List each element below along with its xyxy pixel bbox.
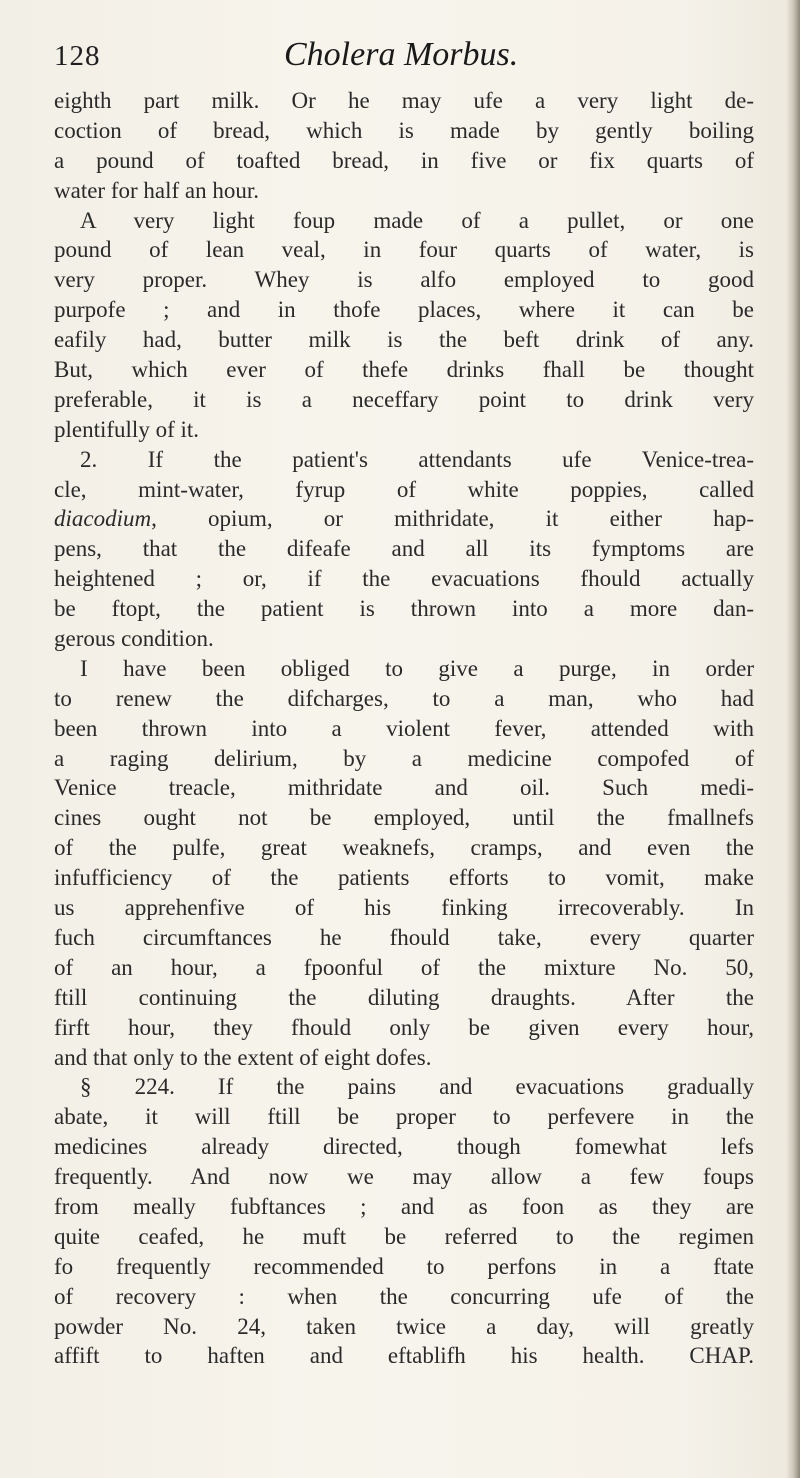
text-line: been thrown into a violent fever, attended with [54, 715, 754, 741]
text-line: to renew the difcharges, to a man, who had [54, 685, 754, 711]
text-line: medicines already directed, though fomewhat lefs [54, 1134, 754, 1160]
text-line: and that only to the extent of eight dofes. [54, 1044, 432, 1070]
text-line: quite ceafed, he muft be referred to the regimen [54, 1223, 754, 1249]
text-line: coction of bread, which is made by gently boiling [54, 117, 754, 143]
text-line: plentifully of it. [54, 416, 200, 442]
page-title: Cholera Morbus. [284, 36, 519, 73]
page-edge-shadow [786, 0, 800, 1478]
page-number: 128 [54, 40, 101, 72]
text-line: fo frequently recommended to perfons in a ftate [54, 1253, 754, 1279]
text-line: cines ought not be employed, until the fmallnefs [54, 805, 754, 831]
text-line: eafily had, butter milk is the beft drink of any. [54, 327, 754, 353]
text-line: pens, that the difeafe and all its fymptoms are [54, 536, 754, 562]
text-line: water for half an hour. [54, 177, 260, 203]
text-line: very proper. Whey is alfo employed to good [54, 267, 754, 293]
running-head [54, 36, 734, 80]
text-line: a pound of toafted bread, in five or fix quarts of [54, 147, 754, 173]
text-line: Venice treacle, mithridate and oil. Such medi- [54, 775, 754, 801]
text-line: abate, it will ftill be proper to perfevere in the [54, 1104, 754, 1130]
text-line: be ftopt, the patient is thrown into a more dan- [54, 596, 754, 622]
text-line: powder No. 24, taken twice a day, will greatly [54, 1313, 754, 1339]
text-line: pound of lean veal, in four quarts of water, is [54, 237, 754, 263]
text-line: diacodium, opium, or mithridate, it either hap- [54, 506, 754, 532]
italic-term: diacodium [54, 506, 152, 532]
text-line: I have been obliged to give a purge, in order [80, 655, 754, 681]
text-line: fuch circumftances he fhould take, every quarter [54, 924, 754, 950]
text-line: eighth part milk. Or he may ufe a very light de- [54, 88, 754, 113]
text-line: frequently. And now we may allow a few foups [54, 1164, 754, 1190]
text-line: infufficiency of the patients efforts to vomit, make [54, 865, 754, 891]
text-line: of an hour, a fpoonful of the mixture No. 50, [54, 954, 754, 980]
text-line: affift to haften and eftablifh his health. CHAP. [54, 1343, 754, 1369]
text-line: 2. If the patient's attendants ufe Venice-trea- [80, 446, 754, 472]
text-line: of recovery : when the concurring ufe of the [54, 1283, 754, 1309]
text-line: preferable, it is a neceffary point to drink very [54, 386, 754, 412]
text-line: purpofe ; and in thofe places, where it can be [54, 297, 754, 323]
text-line: A very light foup made of a pullet, or one [80, 207, 754, 233]
text-line: us apprehenfive of his finking irrecoverably. In [54, 895, 754, 921]
text-line: firft hour, they fhould only be given every hour, [54, 1014, 754, 1040]
text-line: gerous condition. [54, 626, 214, 652]
body-text [54, 86, 754, 1371]
text-line: But, which ever of thefe drinks fhall be thought [54, 357, 754, 383]
text-line: § 224. If the pains and evacuations gradually [80, 1074, 754, 1100]
text-line: a raging delirium, by a medicine compofed of [54, 745, 754, 771]
text-line: heightened ; or, if the evacuations fhould actually [54, 566, 754, 592]
text-line: cle, mint-water, fyrup of white poppies, called [54, 476, 754, 502]
text-line: from meally fubftances ; and as foon as they are [54, 1193, 754, 1219]
text-line: ftill continuing the diluting draughts. After the [54, 984, 754, 1010]
text-line: of the pulfe, great weaknefs, cramps, and even the [54, 835, 754, 861]
